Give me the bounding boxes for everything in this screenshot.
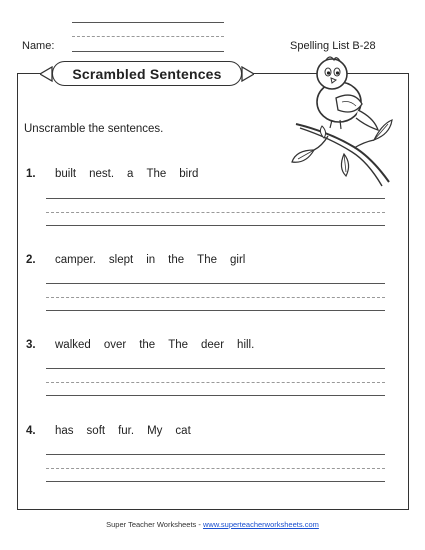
page-title: Scrambled Sentences <box>72 65 222 82</box>
top-decor-dash <box>72 36 224 37</box>
answer-midline <box>46 297 385 298</box>
answer-midline <box>46 382 385 383</box>
question-number: 1. <box>26 168 36 180</box>
footer-brand: Super Teacher Worksheets <box>106 520 197 529</box>
answer-baseline[interactable] <box>46 225 385 226</box>
question-number: 4. <box>26 425 36 437</box>
question-4 <box>26 425 191 437</box>
scrambled-word: slept <box>108 254 134 266</box>
top-decor-line <box>72 22 224 23</box>
scrambled-word: walked <box>55 339 91 351</box>
footer-separator: - <box>196 520 203 529</box>
answer-midline <box>46 212 385 213</box>
answer-line[interactable] <box>46 283 385 284</box>
scrambled-word: nest. <box>89 168 115 180</box>
question-number: 2. <box>26 254 36 266</box>
spelling-list-label: Spelling List B-28 <box>290 40 376 52</box>
question-number: 3. <box>26 339 36 351</box>
scrambled-word: My <box>147 425 163 437</box>
scrambled-word: the <box>139 339 156 351</box>
scrambled-word: hill. <box>237 339 255 351</box>
scrambled-word: soft <box>86 425 106 437</box>
answer-baseline[interactable] <box>46 310 385 311</box>
scrambled-word: camper. <box>55 254 96 266</box>
scrambled-word: The <box>197 254 217 266</box>
bird-on-branch-illustration <box>284 52 394 187</box>
title-banner <box>52 61 242 86</box>
question-2 <box>26 254 245 266</box>
scrambled-word: The <box>168 339 189 351</box>
question-1 <box>26 168 198 180</box>
answer-line[interactable] <box>46 198 385 199</box>
name-write-line[interactable] <box>72 51 224 52</box>
scrambled-word: in <box>146 254 156 266</box>
scrambled-word: the <box>168 254 185 266</box>
scrambled-word: has <box>55 425 74 437</box>
name-label: Name: <box>22 40 55 52</box>
scrambled-word: built <box>55 168 77 180</box>
scrambled-word: bird <box>179 168 199 180</box>
answer-baseline[interactable] <box>46 395 385 396</box>
scrambled-word: a <box>127 168 134 180</box>
scrambled-word: The <box>146 168 167 180</box>
scrambled-word: deer <box>201 339 225 351</box>
scrambled-word: girl <box>230 254 246 266</box>
answer-line[interactable] <box>46 368 385 369</box>
instructions-text: Unscramble the sentences. <box>24 123 164 135</box>
answer-midline <box>46 468 385 469</box>
scrambled-word: fur. <box>118 425 135 437</box>
answer-baseline[interactable] <box>46 481 385 482</box>
question-3 <box>26 339 254 351</box>
scrambled-word: cat <box>175 425 191 437</box>
scrambled-word: over <box>103 339 127 351</box>
footer <box>0 520 425 529</box>
footer-website-link[interactable]: www.superteacherworksheets.com <box>202 520 319 529</box>
answer-line[interactable] <box>46 454 385 455</box>
